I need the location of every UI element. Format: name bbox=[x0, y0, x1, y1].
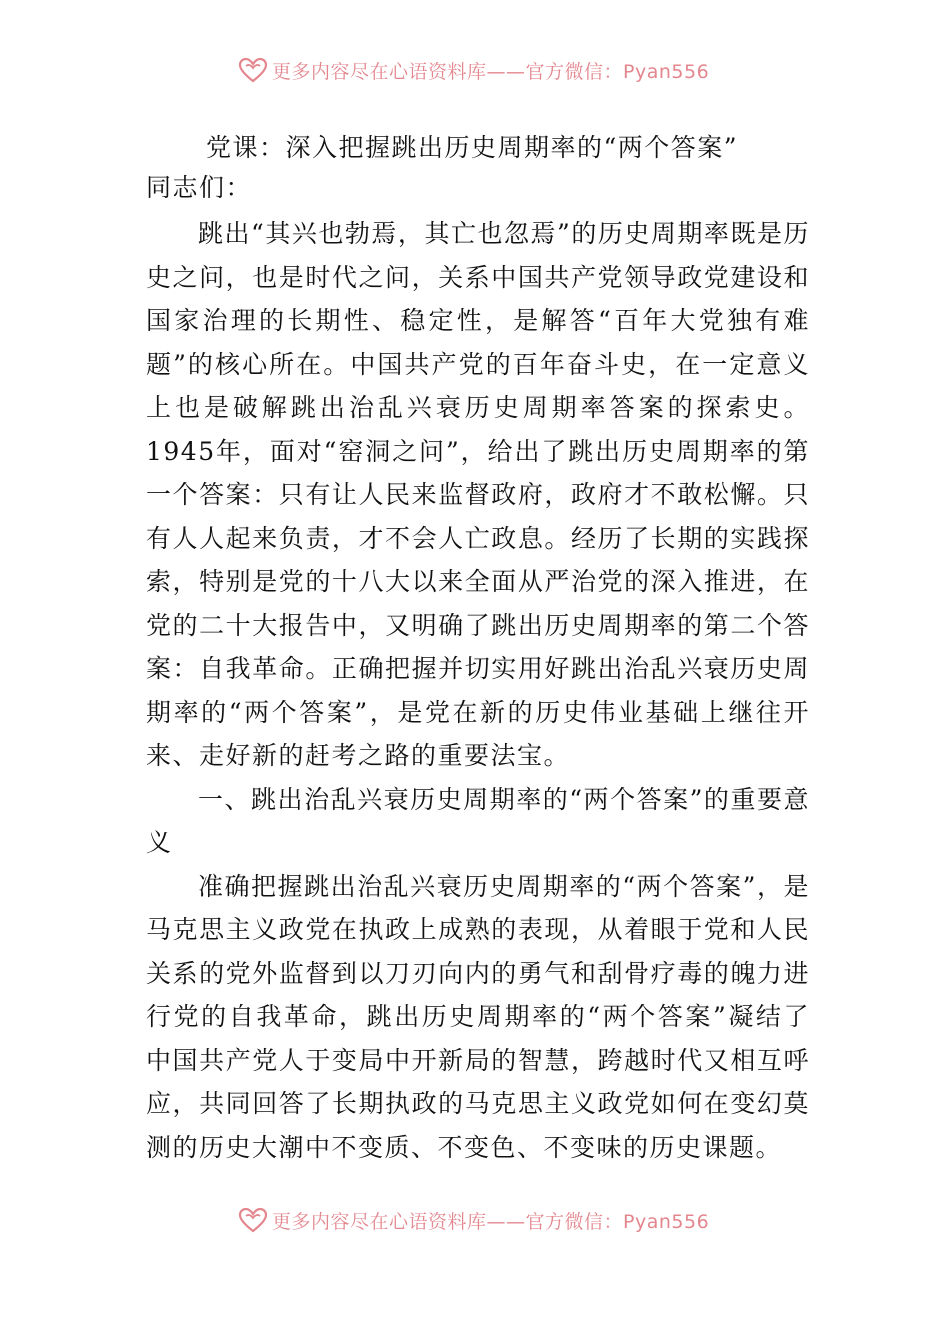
heart-logo-icon bbox=[238, 57, 268, 83]
heart-logo-icon bbox=[238, 1207, 268, 1233]
salutation: 同志们： bbox=[146, 173, 253, 202]
watermark-text: 更多内容尽在心语资料库——官方微信：Pyan556 bbox=[272, 1210, 710, 1233]
document-body bbox=[146, 212, 810, 1169]
section-heading: 一、跳出治乱兴衰历史周期率的“两个答案”的重要意义 bbox=[146, 784, 810, 857]
document-header bbox=[146, 128, 810, 208]
watermark-banner-bottom bbox=[238, 1206, 709, 1234]
paragraph: 准确把握跳出治乱兴衰历史周期率的“两个答案”，是马克思主义政党在执政上成熟的表现，从着眼于党和人民关系的党外监督到以刀刃向内的勇气和刮骨疗毒的魄力进行党的自我革命，跳出历史周期率的“两个答案”凝结了中国共产党人于变局中开新局的智慧，跨越时代又相互呼应，共同回答了长期执政的马克思主义政党如何在变幻莫测的历史大潮中不变质、不变色、不变味的历史课题。 bbox=[146, 871, 810, 1162]
watermark-text: 更多内容尽在心语资料库——官方微信：Pyan556 bbox=[272, 60, 710, 83]
watermark-banner-top bbox=[238, 56, 709, 84]
document-title: 党课：深入把握跳出历史周期率的“两个答案” bbox=[206, 133, 739, 162]
paragraph: 跳出“其兴也勃焉，其亡也忽焉”的历史周期率既是历史之问，也是时代之问，关系中国共产党领导政党建设和国家治理的长期性、稳定性，是解答“百年大党独有难题”的核心所在。中国共产党的百年奋斗史，在一定意义上也是破解跳出治乱兴衰历史周期率答案的探索史。1945年，面对“窑洞之问”，给出了跳出历史周期率的第一个答案：只有让人民来监督政府，政府才不敢松懈。只有人人起来负责，才不会人亡政息。经历了长期的实践探索，特别是党的十八大以来全面从严治党的深入推进，在党的二十大报告中，又明确了跳出历史周期率的第二个答案：自我革命。正确把握并切实用好跳出治乱兴衰历史周期率的“两个答案”，是党在新的历史伟业基础上继往开来、走好新的赶考之路的重要法宝。 bbox=[146, 219, 810, 770]
